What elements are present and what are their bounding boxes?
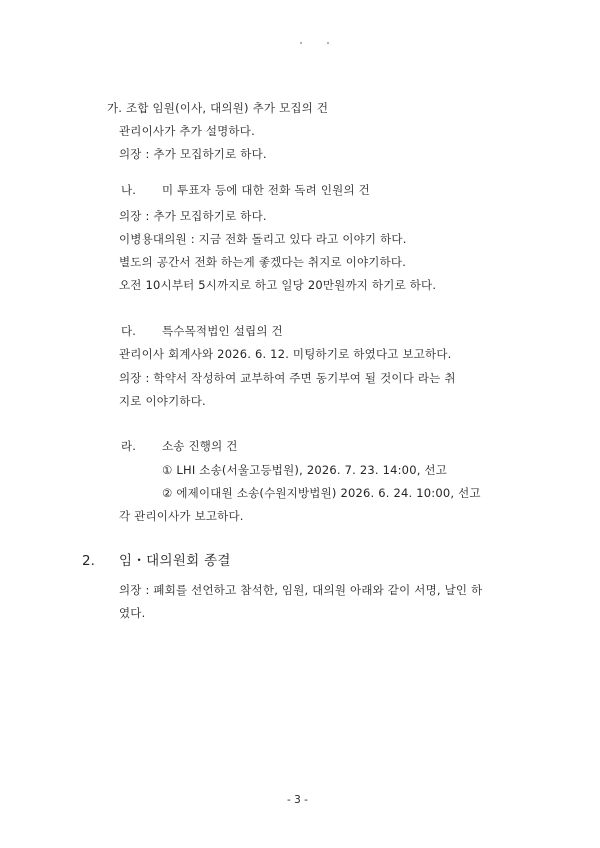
section-da-title: 특수목적법인 설립의 건	[162, 324, 283, 338]
section-na-line: 오전 10시부터 5시까지로 하고 일당 20만원까지 하기로 하다.	[119, 278, 437, 292]
section-ra-marker: 라.	[121, 439, 137, 453]
section-2-number: 2.	[82, 553, 95, 569]
section-ra-closing: 각 관리이사가 보고하다.	[119, 509, 244, 523]
section-2-title: 임・대의원회 종결	[119, 553, 231, 569]
lawsuit-item: ② 에제이대원 소송(수원지방법원) 2026. 6. 24. 10:00, 선고	[162, 486, 481, 500]
section-na-line: 의장 : 추가 모집하기로 하다.	[119, 209, 267, 223]
section-2-line: 의장 : 폐회를 선언하고 참석한, 임원, 대의원 아래와 같이 서명, 날인 하	[119, 583, 483, 597]
section-na-marker: 나.	[121, 183, 137, 197]
section-ra-title: 소송 진행의 건	[162, 439, 238, 453]
section-da-line: 관리이사 회계사와 2026. 6. 12. 미팅하기로 하였다고 보고하다.	[119, 347, 452, 361]
section-ga-line: 관리이사가 추가 설명하다.	[119, 124, 255, 138]
section-na-line: 별도의 공간서 전화 하는게 좋겠다는 취지로 이야기하다.	[119, 255, 407, 269]
section-2-line: 였다.	[119, 606, 146, 620]
section-da-marker: 다.	[121, 324, 137, 338]
page-number: - 3 -	[287, 794, 308, 806]
section-ga-title: 가. 조합 임원(이사, 대의원) 추가 모집의 건	[107, 101, 329, 115]
section-na-title: 미 투표자 등에 대한 전화 독려 인원의 건	[162, 183, 370, 197]
section-da-line: 지로 이야기하다.	[119, 394, 206, 408]
lawsuit-item: ① LHI 소송(서울고등법원), 2026. 7. 23. 14:00, 선고	[162, 463, 448, 477]
scan-speck	[300, 42, 302, 44]
section-da-line: 의장 : 학약서 작성하여 교부하여 주면 동기부여 될 것이다 라는 취	[119, 371, 456, 385]
section-na-line: 이병용대의원 : 지금 전화 돌리고 있다 라고 이야기 하다.	[119, 232, 407, 246]
scan-speck	[327, 42, 329, 44]
section-ga-line: 의장 : 추가 모집하기로 하다.	[119, 147, 267, 161]
